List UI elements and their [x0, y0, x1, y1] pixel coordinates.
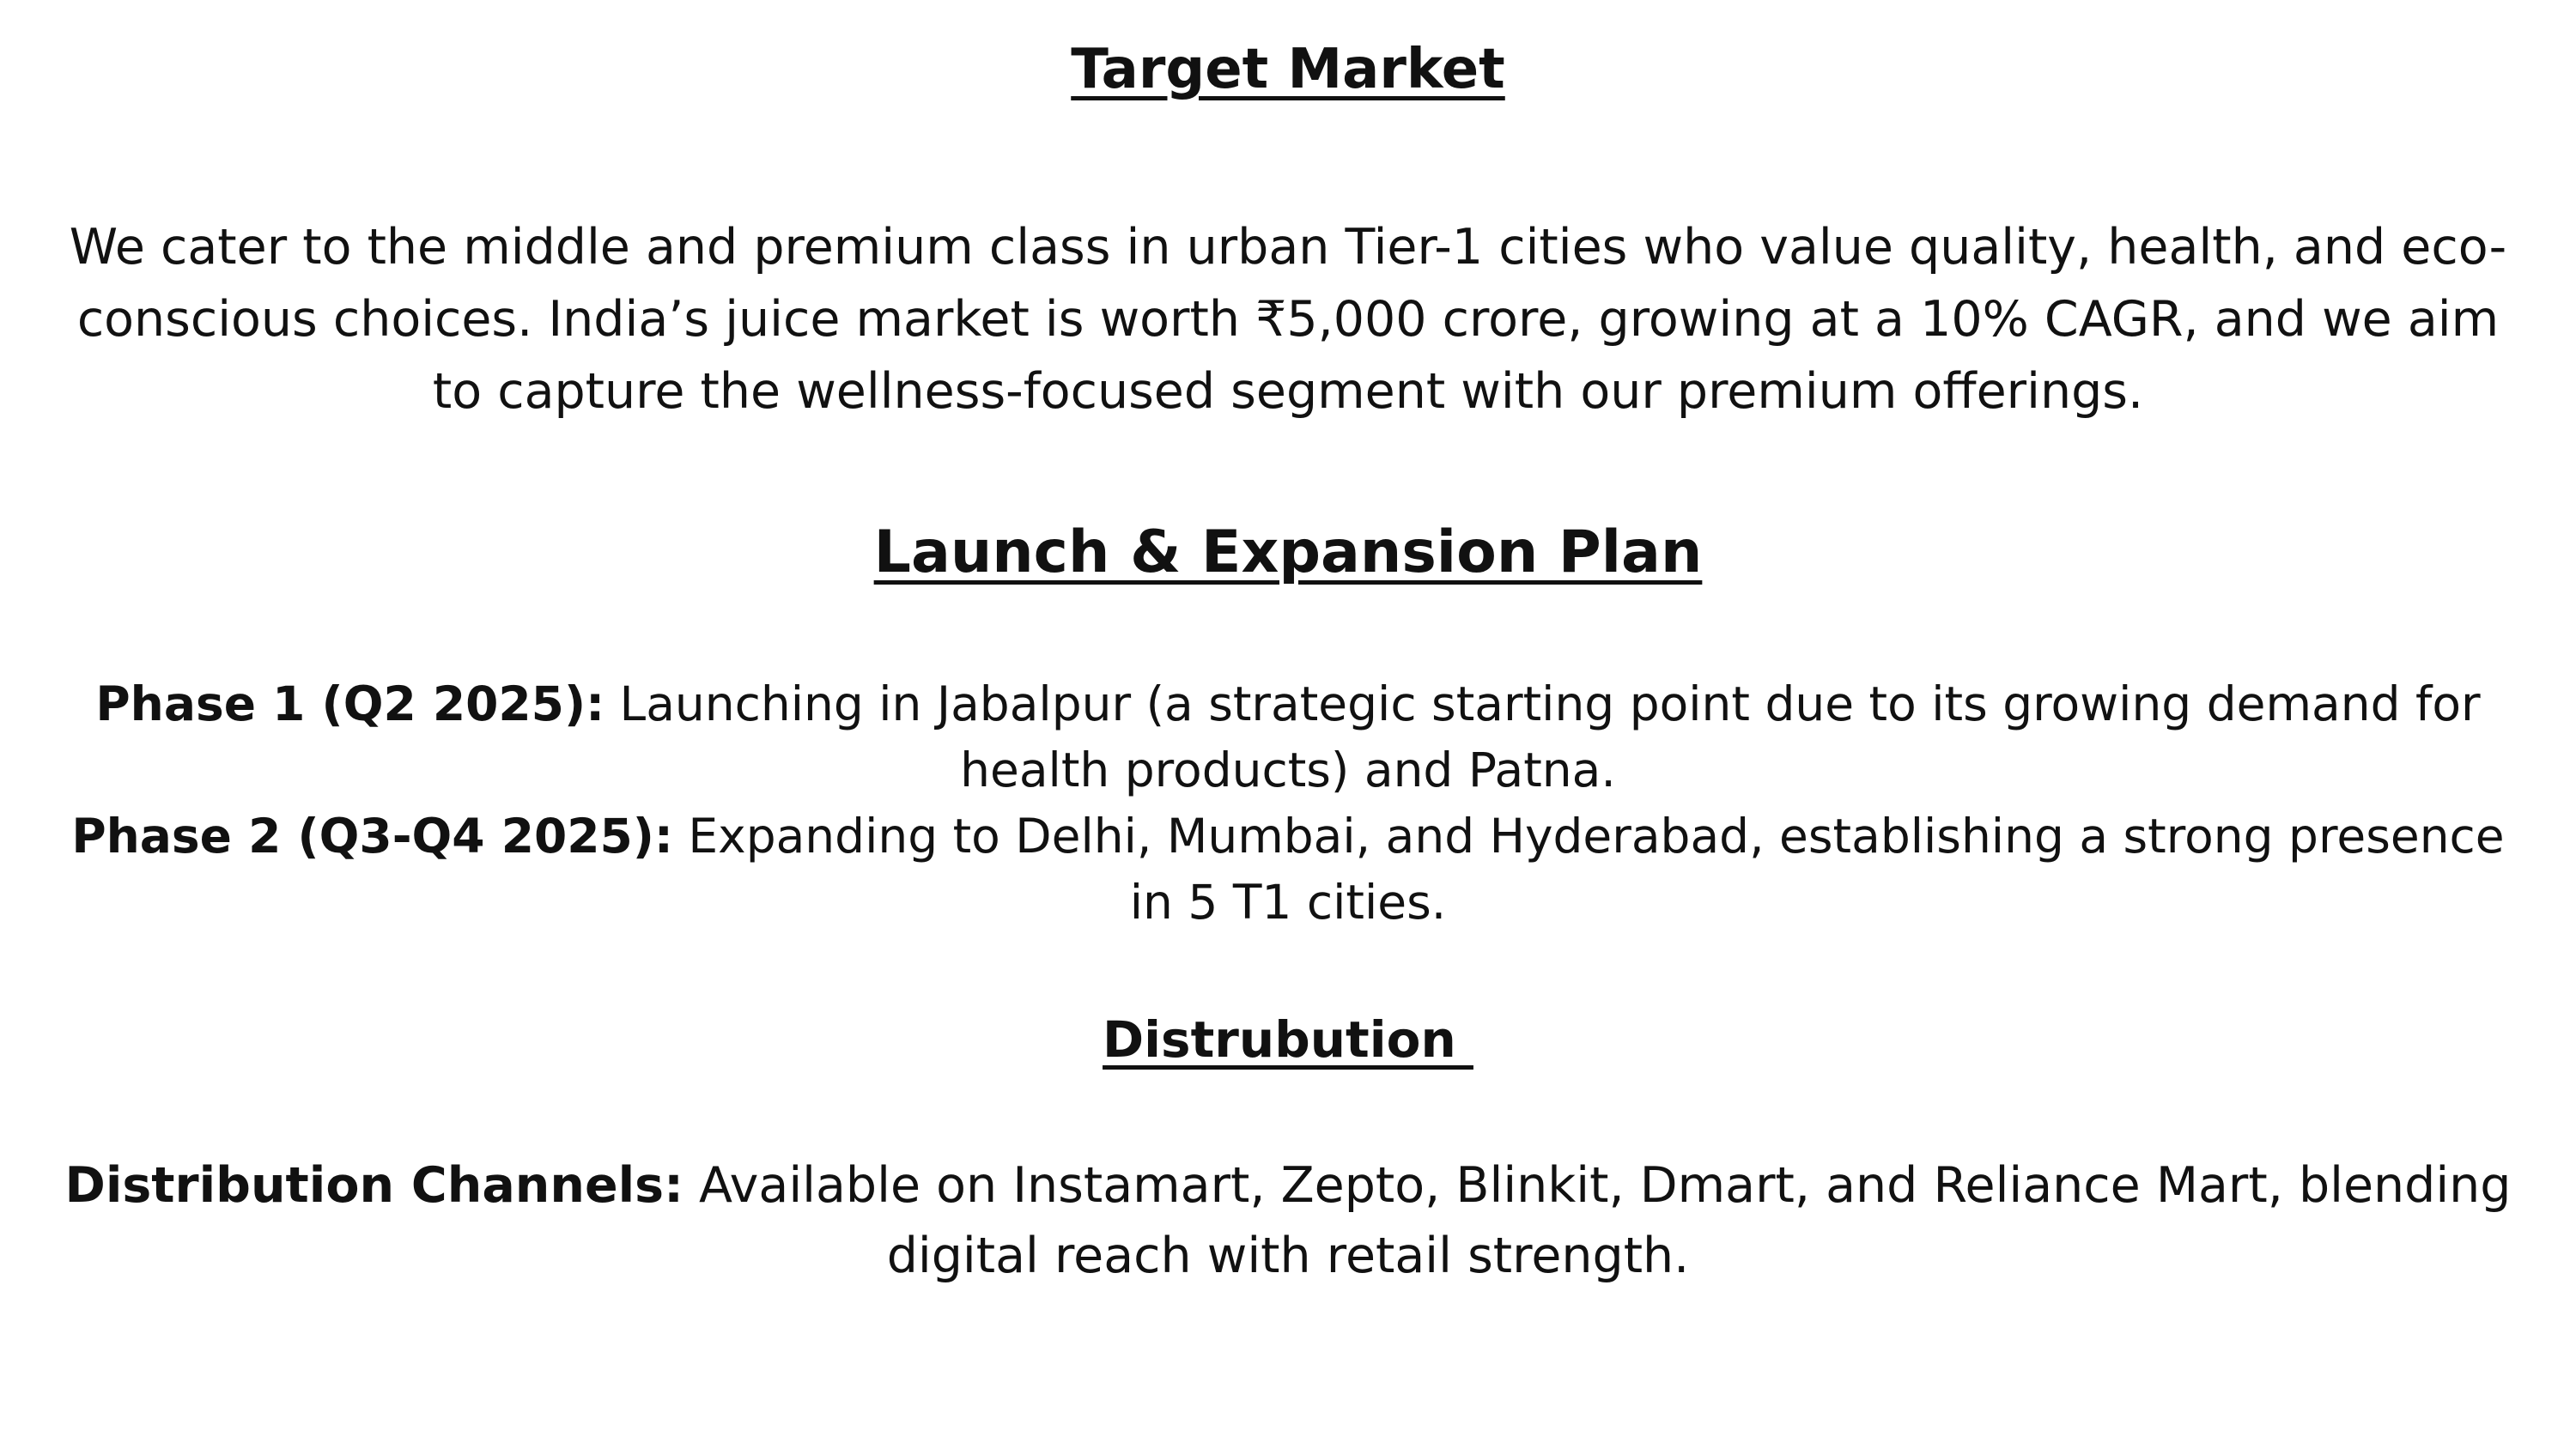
- distribution-channels-paragraph: [60, 1150, 2516, 1291]
- phase-2-paragraph: [60, 803, 2516, 936]
- phase-1-label: Phase 1 (Q2 2025):: [95, 676, 605, 731]
- phase-1-paragraph: [60, 671, 2516, 803]
- phase-2-label: Phase 2 (Q3-Q4 2025):: [71, 809, 673, 864]
- launch-plan-heading: Launch & Expansion Plan: [873, 518, 1703, 586]
- distribution-channels-text: Available on Instamart, Zepto, Blinkit, Dmart, and Reliance Mart, blending digital reach with retail strength.: [683, 1157, 2512, 1284]
- phase-1-text: Launching in Jabalpur (a strategic starting point due to its growing demand for health products) and Patna.: [605, 676, 2481, 797]
- phase-2-text: Expanding to Delhi, Mumbai, and Hyderabad, establishing a strong presence in 5 T1 cities.: [672, 809, 2505, 930]
- distribution-heading: Distrubution: [1103, 1010, 1473, 1069]
- target-market-heading: Target Market: [1071, 38, 1505, 101]
- target-market-paragraph: We cater to the middle and premium class in urban Tier-1 cities who value quality, health, and eco-conscious choices. India’s juice market is worth ₹5,000 crore, growing at a 10% CAGR, and we aim to capture the wellness-focused segment with our premium offerings.: [69, 219, 2507, 420]
- distribution-channels-label: Distribution Channels:: [64, 1157, 683, 1214]
